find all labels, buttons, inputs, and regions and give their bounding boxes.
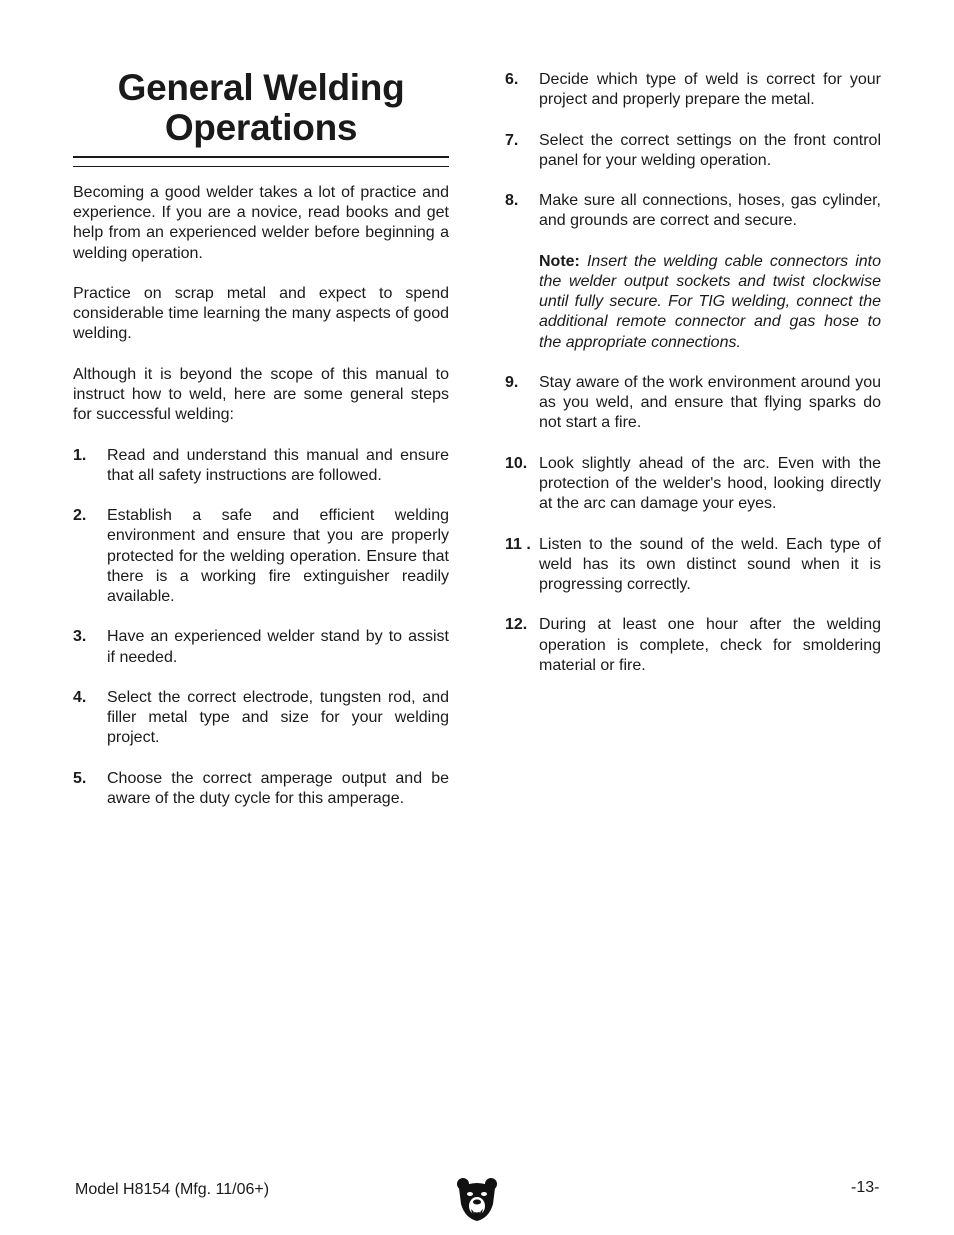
right-column [505, 70, 881, 696]
step-number: 1. [73, 446, 87, 464]
page-number: -13- [851, 1179, 880, 1196]
step-7 [505, 131, 881, 171]
step-9 [505, 373, 881, 434]
footer-model: Model H8154 (Mfg. 11/06+) [75, 1181, 270, 1198]
step-8 [505, 191, 881, 231]
step-number: 11 . [505, 535, 531, 553]
step-number: 2. [73, 507, 87, 525]
step-11 [505, 535, 881, 596]
step-text: Decide which type of weld is correct for your project and properly prepare the metal. [539, 71, 881, 109]
step-number: 8. [505, 192, 519, 210]
note-label: Note: [539, 252, 580, 270]
step-12 [505, 615, 881, 676]
step-text: Read and understand this manual and ensure that all safety instructions are followed. [107, 446, 449, 484]
step-4 [73, 688, 449, 749]
step-number: 7. [505, 131, 519, 149]
step-text: Look slightly ahead of the arc. Even with the protection of the welder's hood, looking directly at the arc can damage your eyes. [539, 454, 881, 513]
step-5 [73, 769, 449, 809]
title-line-1: General Welding [117, 67, 405, 108]
step-number: 3. [73, 628, 87, 646]
step-text: Listen to the sound of the weld. Each type of weld has its own distinct sound when it is progressing correctly. [539, 535, 881, 593]
bear-head-logo-icon [455, 1176, 499, 1222]
step-number: 5. [73, 769, 87, 787]
step-text: Have an experienced welder stand by to assist if needed. [107, 628, 449, 666]
step-number: 12. [505, 616, 528, 634]
step-text: Choose the correct amperage output and be aware of the duty cycle for this amperage. [107, 769, 449, 807]
step-text: Select the correct electrode, tungsten rod, and filler metal type and size for your welding project. [107, 688, 449, 747]
step-10 [505, 454, 881, 515]
step-text: Select the correct settings on the front control panel for your welding operation. [539, 131, 881, 169]
left-column [73, 183, 449, 829]
intro-paragraph-2: Practice on scrap metal and expect to spend considerable time learning the many aspects of good welding. [73, 285, 449, 343]
step-6 [505, 70, 881, 110]
step-text: During at least one hour after the welding operation is complete, check for smoldering material or fire. [539, 616, 881, 674]
step-text: Make sure all connections, hoses, gas cylinder, and grounds are correct and secure. [539, 192, 881, 230]
page-title [73, 68, 449, 148]
title-rule-top [73, 156, 449, 158]
step-text: Stay aware of the work environment around you as you weld, and ensure that flying sparks do not start a fire. [539, 373, 881, 432]
note-block [539, 252, 881, 353]
title-rule-bottom [73, 166, 449, 167]
step-2 [73, 506, 449, 607]
note-text: Insert the welding cable connectors into the welder output sockets and twist clockwise until fully secure. For TIG welding, connect the additional remote connector and gas hose to the appropriate connections. [539, 252, 881, 351]
step-number: 6. [505, 71, 519, 88]
intro-paragraph-1: Becoming a good welder takes a lot of practice and experience. If you are a novice, read books and get help from an experienced welder before beginning a welding operation. [73, 184, 449, 262]
intro-paragraph-3: Although it is beyond the scope of this manual to instruct how to weld, here are some general steps for successful welding: [73, 365, 449, 424]
step-3 [73, 627, 449, 667]
step-1 [73, 446, 449, 486]
title-line-2: Operations [164, 107, 358, 148]
step-text: Establish a safe and efficient welding environment and ensure that you are properly protected for the welding operation. Ensure that there is a working fire extinguisher readily available. [107, 507, 449, 605]
step-number: 4. [73, 688, 87, 706]
step-number: 10. [505, 454, 528, 472]
step-number: 9. [505, 373, 519, 391]
